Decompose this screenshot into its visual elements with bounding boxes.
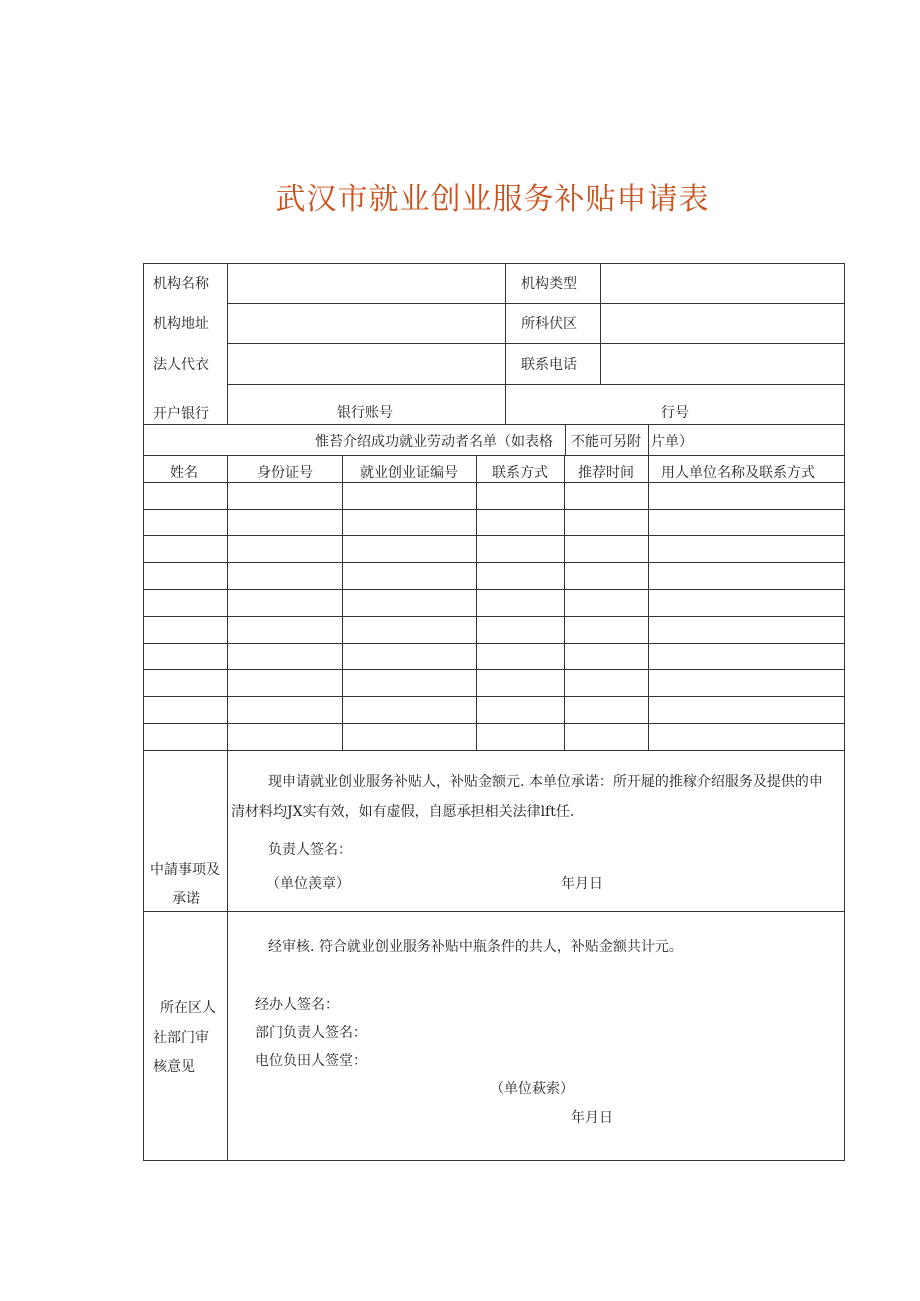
roster-cell-name[interactable]	[145, 564, 226, 588]
roster-cell-id[interactable]	[229, 564, 341, 588]
legal-rep-label: 法人代衣	[153, 357, 209, 373]
roster-cell-name[interactable]	[145, 511, 226, 534]
table-divider	[564, 455, 565, 750]
table-divider	[227, 384, 845, 385]
roster-cell-contact[interactable]	[478, 484, 563, 508]
roster-cell-time[interactable]	[566, 484, 647, 508]
org-name-label: 机构名称	[153, 276, 209, 292]
table-border-top	[143, 263, 845, 264]
table-divider	[143, 482, 845, 483]
roster-cell-cert[interactable]	[344, 618, 475, 642]
roster-cell-cert[interactable]	[344, 564, 475, 588]
roster-cell-contact[interactable]	[478, 698, 563, 722]
roster-cell-contact[interactable]	[478, 671, 563, 695]
roster-cell-cert[interactable]	[344, 537, 475, 561]
roster-cell-employer[interactable]	[650, 537, 843, 561]
review-seal-label: （单位萩索）	[490, 1081, 574, 1097]
table-divider	[227, 750, 228, 1161]
district-label: 所科伏区	[521, 316, 577, 332]
roster-cell-name[interactable]	[145, 698, 226, 722]
roster-cell-time[interactable]	[566, 645, 647, 668]
roster-cell-employer[interactable]	[650, 645, 843, 668]
table-divider	[143, 643, 845, 644]
roster-cell-id[interactable]	[229, 725, 341, 749]
phone-field[interactable]	[602, 345, 843, 383]
application-label-line2: 承诺	[172, 891, 200, 907]
unit-seal-label: （单位羡章）	[266, 876, 350, 892]
roster-cell-time[interactable]	[566, 511, 647, 534]
table-divider	[600, 263, 601, 384]
bank-label: 开户银行	[153, 406, 209, 422]
roster-cell-cert[interactable]	[344, 591, 475, 615]
table-divider	[227, 303, 845, 304]
roster-cell-id[interactable]	[229, 484, 341, 508]
col-header-name: 姓名	[170, 465, 198, 481]
legal-rep-field[interactable]	[229, 345, 504, 383]
table-divider	[143, 723, 845, 724]
roster-cell-time[interactable]	[566, 591, 647, 615]
roster-cell-employer[interactable]	[650, 725, 843, 749]
table-divider	[227, 343, 845, 344]
roster-cell-time[interactable]	[566, 564, 647, 588]
roster-cell-employer[interactable]	[650, 618, 843, 642]
roster-cell-name[interactable]	[145, 618, 226, 642]
roster-cell-employer[interactable]	[650, 511, 843, 534]
roster-cell-time[interactable]	[566, 725, 647, 749]
district-field[interactable]	[602, 305, 843, 342]
review-label-line1: 所在区人	[160, 1000, 216, 1016]
roster-cell-name[interactable]	[145, 484, 226, 508]
form-title: 武汉市就业创业服务补贴申请表	[275, 182, 710, 217]
phone-label: 联系电话	[521, 357, 577, 373]
roster-cell-id[interactable]	[229, 591, 341, 615]
roster-heading-part2: 不能可另附	[571, 434, 641, 450]
unit-head-signature-label: 电位负田人签堂：	[255, 1053, 367, 1069]
table-divider	[227, 455, 228, 750]
col-header-time: 推荐时间	[578, 465, 634, 481]
table-divider	[565, 424, 566, 455]
table-divider	[505, 263, 506, 424]
table-divider	[143, 562, 845, 563]
dept-head-signature-label: 部门负责人签名：	[255, 1025, 367, 1041]
responsible-signature-label: 负责人签名：	[268, 842, 352, 858]
org-address-field[interactable]	[229, 305, 504, 342]
roster-cell-id[interactable]	[229, 698, 341, 722]
col-header-cert: 就业创业证编号	[360, 465, 458, 481]
table-border-left	[143, 263, 144, 1161]
table-border-bottom	[143, 1160, 845, 1161]
roster-cell-contact[interactable]	[478, 645, 563, 668]
org-type-field[interactable]	[602, 265, 843, 302]
roster-cell-contact[interactable]	[478, 537, 563, 561]
roster-cell-cert[interactable]	[344, 645, 475, 668]
table-divider	[227, 263, 228, 424]
review-label-line3: 核意见	[153, 1059, 195, 1075]
account-label: 银行账号	[337, 405, 393, 421]
org-type-label: 机构类型	[521, 276, 577, 292]
roster-cell-employer[interactable]	[650, 591, 843, 615]
roster-cell-employer[interactable]	[650, 564, 843, 588]
table-divider	[342, 455, 343, 750]
roster-cell-id[interactable]	[229, 671, 341, 695]
table-divider	[143, 669, 845, 670]
handler-signature-label: 经办人签名：	[255, 997, 339, 1013]
roster-cell-employer[interactable]	[650, 698, 843, 722]
table-divider	[143, 696, 845, 697]
roster-cell-time[interactable]	[566, 671, 647, 695]
roster-heading-part3: 片单）	[651, 434, 693, 450]
org-name-field[interactable]	[229, 265, 504, 302]
roster-cell-contact[interactable]	[478, 511, 563, 534]
table-divider	[143, 424, 845, 425]
roster-cell-id[interactable]	[229, 537, 341, 561]
roster-cell-contact[interactable]	[478, 591, 563, 615]
roster-cell-name[interactable]	[145, 671, 226, 695]
review-date-label: 年月日	[571, 1110, 613, 1126]
roster-cell-time[interactable]	[566, 537, 647, 561]
application-text-line1: 现申请就业创业服务补贴人，补贴金额元. 本单位承诺：所开屣的推稼介绍服务及提供的申	[268, 774, 823, 790]
application-text-line2: 清材料均JX实有效，如有虚假，自愿承担相关法律lft任.	[231, 804, 575, 820]
roster-cell-contact[interactable]	[478, 618, 563, 642]
roster-cell-name[interactable]	[145, 591, 226, 615]
table-divider	[143, 616, 845, 617]
table-divider	[648, 455, 649, 750]
col-header-id: 身份证号	[257, 465, 313, 481]
review-label-line2: 社部门审	[153, 1030, 209, 1046]
review-text: 经审核. 符合就业创业服务补贴中瓶条件的共人，补贴金额共计元。	[268, 939, 683, 955]
org-address-label: 机构地址	[153, 316, 209, 332]
table-divider	[143, 750, 845, 751]
roster-cell-name[interactable]	[145, 725, 226, 749]
table-divider	[143, 535, 845, 536]
application-label-line1: 中請事项及	[150, 862, 220, 878]
roster-heading-part1: 惟苔介绍成功就业劳动者名单（如表格	[315, 434, 553, 450]
table-divider	[476, 455, 477, 750]
roster-cell-cert[interactable]	[344, 725, 475, 749]
roster-cell-employer[interactable]	[650, 484, 843, 508]
roster-cell-cert[interactable]	[344, 698, 475, 722]
col-header-contact: 联系方式	[492, 465, 548, 481]
table-divider	[648, 424, 649, 455]
roster-cell-cert[interactable]	[344, 484, 475, 508]
roster-cell-id[interactable]	[229, 618, 341, 642]
bank-code-label: 行号	[661, 405, 689, 421]
col-header-employer: 用人单位名称及联系方式	[661, 465, 815, 481]
roster-cell-time[interactable]	[566, 698, 647, 722]
table-divider	[143, 509, 845, 510]
table-border-right	[844, 263, 845, 1161]
roster-cell-cert[interactable]	[344, 671, 475, 695]
application-date-label: 年月日	[561, 876, 603, 892]
roster-cell-id[interactable]	[229, 511, 341, 534]
roster-cell-employer[interactable]	[650, 671, 843, 695]
roster-cell-contact[interactable]	[478, 725, 563, 749]
roster-cell-time[interactable]	[566, 618, 647, 642]
table-divider	[143, 589, 845, 590]
roster-cell-id[interactable]	[229, 645, 341, 668]
roster-cell-name[interactable]	[145, 645, 226, 668]
roster-cell-contact[interactable]	[478, 564, 563, 588]
roster-cell-name[interactable]	[145, 537, 226, 561]
table-divider	[143, 455, 845, 456]
table-divider	[143, 911, 845, 912]
roster-cell-cert[interactable]	[344, 511, 475, 534]
